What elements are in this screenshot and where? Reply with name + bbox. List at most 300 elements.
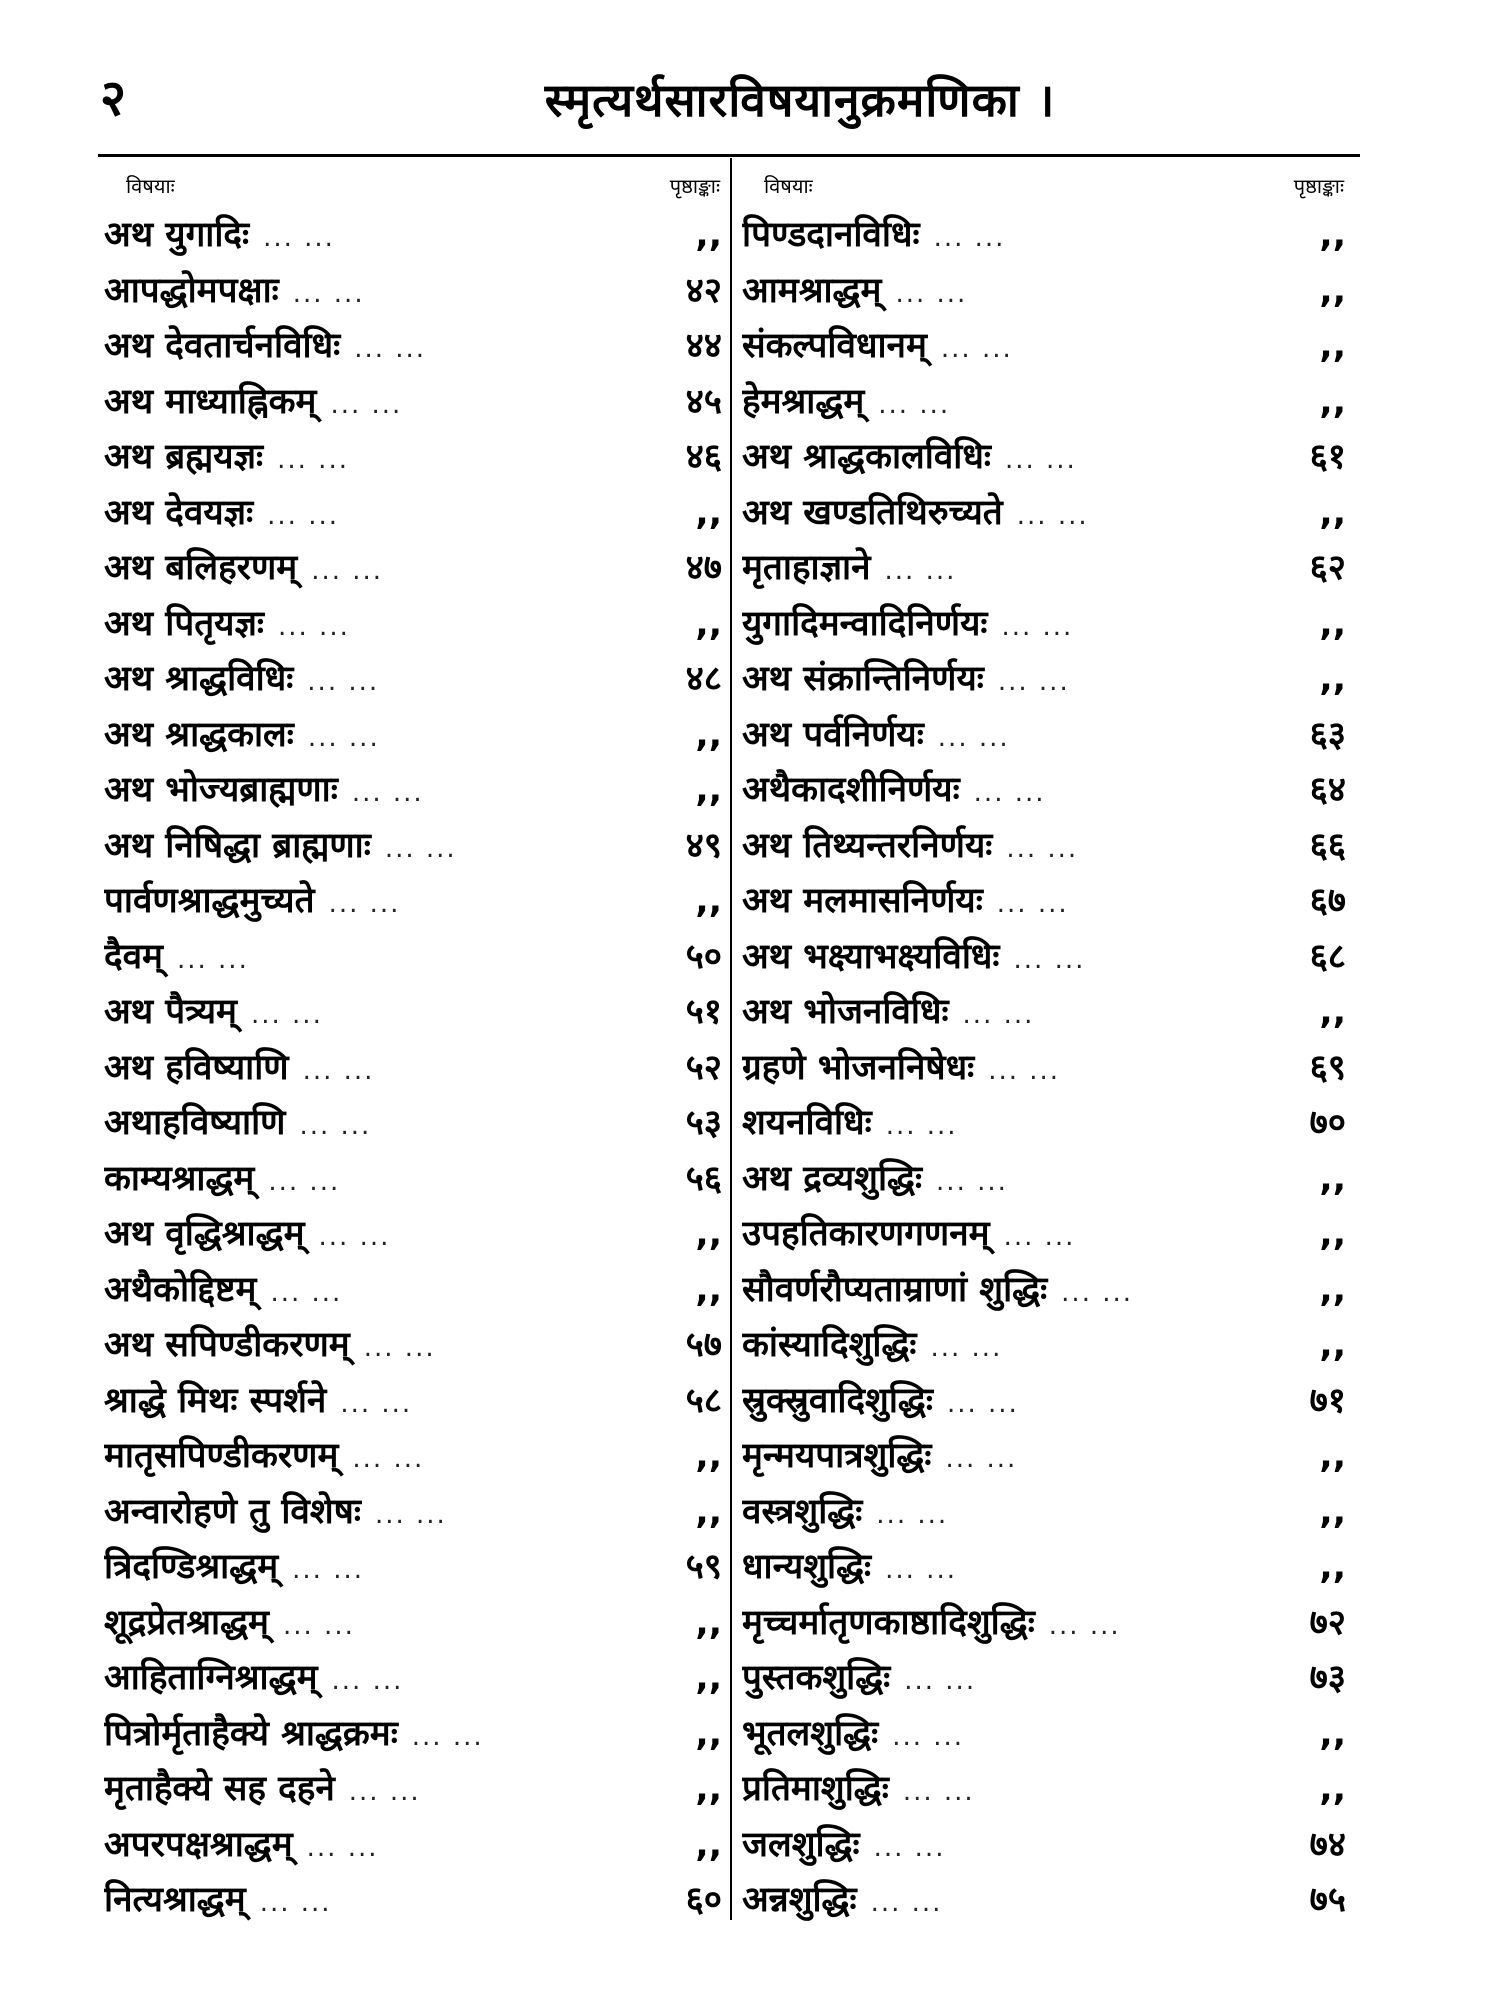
entry-topic	[742, 597, 1276, 656]
leader-dots: ... ...	[306, 1832, 379, 1863]
index-entry	[742, 652, 1348, 708]
index-entry	[104, 1707, 724, 1763]
leader-dots: ... ...	[277, 445, 349, 475]
index-entry	[742, 1152, 1348, 1208]
entry-page-number: ४४	[685, 326, 722, 366]
entry-topic	[104, 1540, 652, 1599]
entry-topic-text: अथ युगादिः	[104, 215, 250, 255]
index-entry	[742, 1596, 1348, 1652]
entry-topic	[104, 541, 652, 600]
entry-page-number: ,,	[1319, 381, 1346, 422]
entry-page-number: ,,	[695, 1824, 722, 1865]
entry-page-number: ,,	[1319, 1325, 1346, 1365]
index-entry	[104, 1762, 724, 1818]
leader-dots: ... ...	[363, 1333, 436, 1363]
entry-page-number: ५७	[685, 1325, 722, 1365]
index-entry	[104, 985, 724, 1041]
leader-dots: ... ...	[351, 778, 424, 808]
index-entry	[742, 1374, 1348, 1430]
entry-topic-text: शयनविधिः	[742, 1103, 872, 1143]
entry-topic-text: अथ श्राद्धकालविधिः	[742, 437, 991, 477]
leader-dots: ... ...	[895, 278, 968, 309]
entry-topic	[742, 1873, 1276, 1932]
index-entry	[742, 319, 1348, 375]
entry-topic	[742, 1263, 1276, 1322]
entry-page-number: ,,	[695, 492, 722, 533]
leader-dots: ... ...	[374, 1499, 447, 1530]
leader-dots: ... ...	[263, 223, 335, 253]
index-entry	[742, 375, 1348, 431]
index-entry	[742, 1096, 1348, 1152]
leader-dots: ... ...	[302, 1055, 375, 1086]
index-entry	[742, 1873, 1348, 1929]
entry-topic-text: अथ भोजनविधिः	[742, 992, 949, 1032]
entry-topic-text: अथ हविष्याणि	[104, 1047, 289, 1088]
entry-topic-text: ग्रहणे भोजननिषेधः	[742, 1047, 975, 1088]
entry-topic	[104, 597, 652, 656]
topic-column-label: विषयाः	[126, 174, 175, 198]
index-entry	[742, 874, 1348, 930]
leader-dots: ... ...	[878, 389, 951, 420]
entry-topic-text: पुस्तकशुद्धिः	[742, 1658, 891, 1698]
entry-topic-text: आपद्धोमपक्षाः	[104, 270, 279, 311]
entry-topic	[742, 1318, 1276, 1377]
entry-topic	[742, 1818, 1276, 1877]
entry-topic-text: अथ पर्वनिर्णयः	[742, 714, 924, 755]
entry-topic	[742, 1707, 1276, 1766]
entry-topic-text: अथ देवतार्चनविधिः	[104, 326, 341, 366]
page-column-label: पृष्ठाङ्काः	[1293, 174, 1344, 198]
index-entry	[742, 985, 1348, 1041]
index-entry	[104, 708, 724, 764]
leader-dots: ... ...	[292, 1555, 364, 1585]
entry-page-number: ,,	[1319, 215, 1346, 255]
entry-page-number: ६४	[1309, 770, 1346, 810]
entry-topic	[104, 1873, 652, 1932]
index-entry	[104, 1485, 724, 1541]
leader-dots: ... ...	[873, 1832, 946, 1863]
right-column-header	[742, 168, 1348, 204]
entry-topic-text: कांस्यादिशुद्धिः	[742, 1325, 917, 1365]
entry-page-number: ४६	[685, 437, 722, 477]
entry-topic	[742, 1651, 1276, 1710]
entry-topic	[742, 541, 1276, 600]
leader-dots: ... ...	[352, 1444, 425, 1474]
entry-topic-text: मृन्मयपात्रशुद्धिः	[742, 1436, 932, 1476]
entry-page-number: ,,	[1319, 1713, 1346, 1754]
header-rule	[98, 154, 1360, 157]
index-entry	[742, 763, 1348, 819]
page-column-label: पृष्ठाङ्काः	[669, 174, 720, 198]
index-entry	[742, 1207, 1348, 1263]
leader-dots: ... ...	[268, 1166, 341, 1197]
entry-topic-text: अथ खण्डतिथिरुच्यते	[742, 492, 1003, 533]
entry-page-number: ६१	[1309, 437, 1346, 477]
leader-dots: ... ...	[936, 1166, 1008, 1197]
index-entry	[104, 375, 724, 431]
entry-page-number: ४२	[685, 270, 722, 311]
entry-topic-text: जलशुद्धिः	[742, 1824, 860, 1865]
entry-topic-text: नित्यश्राद्धम्	[104, 1880, 246, 1920]
entry-topic-text: अथ देवयज्ञः	[104, 492, 254, 533]
entry-topic	[742, 819, 1276, 878]
leader-dots: ... ...	[318, 1222, 391, 1252]
entry-topic-text: श्राद्धे मिथः स्पर्शने	[104, 1380, 327, 1421]
entry-topic-text: हेमश्राद्धम्	[742, 381, 865, 422]
left-column	[104, 168, 724, 1929]
index-entry	[104, 1207, 724, 1263]
left-index-list	[104, 208, 724, 1929]
index-entry	[104, 486, 724, 542]
entry-topic-text: अथैकोद्दिष्टम्	[104, 1269, 257, 1310]
entry-page-number: ,,	[695, 1491, 722, 1532]
index-entry	[104, 652, 724, 708]
leader-dots: ... ...	[340, 1388, 413, 1419]
entry-topic	[742, 708, 1276, 767]
leader-dots: ... ...	[962, 1000, 1035, 1030]
entry-topic	[742, 1207, 1276, 1266]
leader-dots: ... ...	[996, 889, 1069, 919]
index-entry	[104, 597, 724, 653]
leader-dots: ... ...	[307, 667, 380, 697]
entry-topic	[104, 819, 652, 878]
leader-dots: ... ...	[330, 389, 403, 420]
entry-page-number: ,,	[695, 1436, 722, 1476]
entry-topic-text: संकल्पविधानम्	[742, 326, 927, 366]
leader-dots: ... ...	[1006, 833, 1079, 864]
index-entry	[742, 1651, 1348, 1707]
entry-page-number: ,,	[1319, 1158, 1346, 1199]
index-entry	[742, 1762, 1348, 1818]
leader-dots: ... ...	[997, 667, 1070, 697]
leader-dots: ... ...	[933, 223, 1006, 253]
entry-topic	[104, 486, 652, 545]
leader-dots: ... ...	[902, 1777, 975, 1807]
entry-topic-text: अन्नशुद्धिः	[742, 1880, 857, 1920]
entry-page-number: ४९	[685, 825, 722, 866]
leader-dots: ... ...	[904, 1666, 977, 1696]
index-entry	[742, 1429, 1348, 1485]
entry-page-number: ४८	[685, 659, 722, 699]
entry-topic	[742, 1096, 1276, 1155]
entry-page-number: ६९	[1309, 1047, 1346, 1088]
leader-dots: ... ...	[884, 556, 957, 586]
entry-topic	[104, 1207, 652, 1266]
index-entry	[742, 264, 1348, 320]
leader-dots: ... ...	[311, 556, 384, 586]
entry-page-number: ५८	[685, 1380, 722, 1421]
index-entry	[742, 1540, 1348, 1596]
entry-topic	[742, 930, 1276, 989]
index-entry	[104, 763, 724, 819]
entry-topic	[104, 1318, 652, 1377]
leader-dots: ... ...	[945, 1444, 1018, 1474]
running-title: स्मृत्यर्थसारविषयानुक्रमणिका ।	[544, 73, 1056, 127]
entry-topic	[104, 1651, 652, 1710]
entry-topic-text: मातृसपिण्डीकरणम्	[104, 1436, 339, 1476]
leader-dots: ... ...	[1013, 944, 1086, 975]
entry-topic-text: मृच्चर्मातृणकाष्ठादिशुद्धिः	[742, 1602, 1035, 1643]
entry-page-number: ,,	[695, 1769, 722, 1809]
entry-topic-text: अथ पितृयज्ञः	[104, 603, 264, 644]
index-entry	[742, 597, 1348, 653]
entry-topic	[742, 208, 1276, 267]
entry-topic	[742, 1041, 1276, 1100]
entry-page-number: ५१	[685, 992, 722, 1032]
index-entry	[104, 319, 724, 375]
entry-page-number: ७२	[1309, 1602, 1346, 1643]
entry-page-number: ५०	[685, 936, 722, 977]
entry-topic-text: पित्रोर्मृताहैक्ये श्राद्धक्रमः	[104, 1713, 398, 1754]
entry-topic	[104, 208, 652, 267]
entry-topic	[104, 1152, 652, 1211]
leader-dots: ... ...	[331, 1666, 404, 1696]
entry-topic-text: आमश्राद्धम्	[742, 270, 882, 311]
index-entry	[104, 1651, 724, 1707]
entry-page-number: ,,	[1319, 659, 1346, 699]
index-entry	[104, 208, 724, 264]
entry-topic-text: त्रिदण्डिश्राद्धम्	[104, 1547, 279, 1587]
entry-page-number: ७५	[1309, 1880, 1346, 1920]
right-column	[742, 168, 1348, 1929]
leader-dots: ... ...	[1001, 611, 1074, 642]
entry-page-number: ७३	[1309, 1658, 1346, 1698]
leader-dots: ... ...	[328, 889, 401, 919]
leader-dots: ... ...	[892, 1721, 965, 1752]
index-entry	[742, 1263, 1348, 1319]
leader-dots: ... ...	[348, 1777, 421, 1807]
entry-page-number: ,,	[1319, 1436, 1346, 1476]
index-entry	[104, 1540, 724, 1596]
entry-topic	[104, 930, 652, 989]
index-entry	[104, 430, 724, 486]
entry-topic	[742, 264, 1276, 323]
entry-topic	[104, 708, 652, 767]
entry-topic	[104, 1041, 652, 1100]
entry-page-number: ,,	[1319, 270, 1346, 311]
index-entry	[104, 264, 724, 320]
index-entry	[742, 930, 1348, 986]
leader-dots: ... ...	[250, 1000, 323, 1030]
entry-page-number: ६३	[1309, 714, 1346, 755]
entry-page-number: ५२	[685, 1047, 722, 1088]
entry-page-number: ६२	[1309, 548, 1346, 588]
entry-topic	[104, 1485, 652, 1544]
leader-dots: ... ...	[1048, 1610, 1121, 1641]
index-entry	[742, 1707, 1348, 1763]
entry-topic	[742, 1374, 1276, 1433]
entry-page-number: ,,	[695, 881, 722, 921]
entry-topic-text: दैवम्	[104, 936, 163, 977]
leader-dots: ... ...	[930, 1333, 1003, 1363]
entry-topic-text: अथ माध्याह्निकम्	[104, 381, 317, 422]
entry-topic	[104, 1818, 652, 1877]
index-entry	[104, 930, 724, 986]
entry-page-number: ,,	[695, 1269, 722, 1310]
entry-topic-text: उपहतिकारणगणनम्	[742, 1214, 990, 1254]
column-divider	[730, 158, 732, 1920]
entry-topic-text: अथ तिथ्यन्तरनिर्णयः	[742, 825, 993, 866]
leader-dots: ... ...	[973, 778, 1046, 808]
entry-topic	[742, 1485, 1276, 1544]
right-index-list	[742, 208, 1348, 1929]
leader-dots: ... ...	[876, 1499, 949, 1530]
entry-page-number: ५९	[685, 1547, 722, 1587]
entry-topic	[104, 1263, 652, 1322]
entry-topic	[104, 652, 652, 711]
entry-topic	[742, 1152, 1276, 1211]
entry-topic-text: अथ द्रव्यशुद्धिः	[742, 1158, 923, 1199]
entry-page-number: ,,	[1319, 326, 1346, 366]
entry-topic	[742, 375, 1276, 434]
leader-dots: ... ...	[937, 722, 1010, 753]
index-entry	[742, 708, 1348, 764]
leader-dots: ... ...	[1003, 1222, 1076, 1252]
entry-topic-text: प्रतिमाशुद्धिः	[742, 1769, 889, 1809]
page-number: २	[100, 69, 126, 127]
entry-topic	[742, 1762, 1276, 1821]
entry-topic	[742, 430, 1276, 489]
entry-topic-text: अथ वृद्धिश्राद्धम्	[104, 1214, 305, 1254]
index-entry	[742, 430, 1348, 486]
entry-topic-text: अथ संक्रान्तिनिर्णयः	[742, 659, 984, 699]
index-entry	[104, 1263, 724, 1319]
entry-page-number: ,,	[695, 1658, 722, 1698]
entry-topic-text: मृताहैक्ये सह दहने	[104, 1769, 335, 1809]
entry-topic-text: अथ ब्रह्मयज्ञः	[104, 437, 264, 477]
entry-topic	[104, 1374, 652, 1433]
leader-dots: ... ...	[946, 1388, 1019, 1419]
leader-dots: ... ...	[940, 334, 1013, 364]
entry-topic-text: अथाहविष्याणि	[104, 1103, 286, 1143]
entry-topic-text: काम्यश्राद्धम्	[104, 1158, 255, 1199]
entry-page-number: ,,	[1319, 992, 1346, 1032]
index-entry	[742, 208, 1348, 264]
leader-dots: ... ...	[307, 722, 380, 753]
index-entry	[104, 1374, 724, 1430]
leader-dots: ... ...	[1061, 1277, 1134, 1308]
entry-topic-text: अथ श्राद्धविधिः	[104, 659, 294, 699]
index-entry	[104, 541, 724, 597]
entry-topic-text: स्रुक्स्रुवादिशुद्धिः	[742, 1380, 933, 1421]
entry-page-number: ५६	[685, 1158, 722, 1199]
entry-topic-text: शूद्रप्रेतश्राद्धम्	[104, 1602, 269, 1643]
entry-topic-text: अथ भोज्यब्राह्मणाः	[104, 770, 338, 810]
index-entry	[104, 1873, 724, 1929]
entry-page-number: ६६	[1309, 825, 1346, 866]
entry-topic	[104, 763, 652, 822]
leader-dots: ... ...	[411, 1721, 484, 1752]
index-entry	[742, 1485, 1348, 1541]
index-entry	[742, 541, 1348, 597]
entry-topic	[742, 874, 1276, 933]
index-entry	[104, 1429, 724, 1485]
entry-page-number: ७४	[1309, 1824, 1346, 1865]
entry-topic	[742, 319, 1276, 378]
entry-topic-text: धान्यशुद्धिः	[742, 1547, 872, 1587]
entry-page-number: ,,	[695, 1713, 722, 1754]
index-entry	[742, 1041, 1348, 1097]
entry-topic-text: सौवर्णरौप्यताम्राणां शुद्धिः	[742, 1269, 1048, 1310]
entry-topic-text: अथ भक्ष्याभक्ष्यविधिः	[742, 936, 1000, 977]
leader-dots: ... ...	[885, 1555, 957, 1585]
entry-page-number: ,,	[695, 770, 722, 810]
entry-topic	[104, 1762, 652, 1821]
entry-page-number: ,,	[1319, 1769, 1346, 1809]
entry-topic	[104, 375, 652, 434]
topic-column-label: विषयाः	[764, 174, 813, 198]
entry-topic	[104, 985, 652, 1044]
entry-topic-text: आहिताग्निश्राद्धम्	[104, 1658, 318, 1698]
leader-dots: ... ...	[988, 1055, 1061, 1086]
leader-dots: ... ...	[354, 334, 427, 364]
entry-page-number: ७१	[1309, 1380, 1346, 1421]
entry-topic-text: अथ श्राद्धकालः	[104, 714, 294, 755]
entry-topic	[742, 486, 1276, 545]
index-entry	[104, 819, 724, 875]
entry-topic-text: मृताहाज्ञाने	[742, 548, 871, 588]
entry-page-number: ,,	[1319, 1214, 1346, 1254]
leader-dots: ... ...	[1016, 500, 1089, 531]
leader-dots: ... ...	[259, 1888, 332, 1918]
entry-page-number: ,,	[1319, 1491, 1346, 1532]
entry-topic	[742, 1540, 1276, 1599]
index-entry	[742, 819, 1348, 875]
left-column-header	[104, 168, 724, 204]
entry-page-number: ६०	[685, 1880, 722, 1920]
leader-dots: ... ...	[292, 278, 365, 309]
index-entry	[104, 874, 724, 930]
leader-dots: ... ...	[176, 944, 249, 975]
index-entry	[742, 1318, 1348, 1374]
leader-dots: ... ...	[278, 611, 350, 642]
entry-topic	[742, 985, 1276, 1044]
entry-topic	[742, 763, 1276, 822]
entry-topic-text: वस्त्रशुद्धिः	[742, 1491, 863, 1532]
entry-topic	[104, 319, 652, 378]
entry-page-number: ,,	[695, 714, 722, 755]
entry-page-number: ४५	[685, 381, 722, 422]
entry-topic	[742, 652, 1276, 711]
entry-topic-text: अथ सपिण्डीकरणम्	[104, 1325, 350, 1365]
entry-topic	[104, 1596, 652, 1655]
entry-page-number: ,,	[1319, 1547, 1346, 1587]
entry-page-number: ,,	[695, 603, 722, 644]
entry-page-number: ५३	[685, 1103, 722, 1143]
index-entry	[742, 1818, 1348, 1874]
entry-page-number: ६८	[1309, 936, 1346, 977]
entry-topic-text: युगादिमन्वादिनिर्णयः	[742, 603, 988, 644]
entry-topic	[742, 1596, 1276, 1655]
entry-topic-text: अपरपक्षश्राद्धम्	[104, 1824, 293, 1865]
entry-topic-text: अथ पैत्र्यम्	[104, 992, 237, 1032]
entry-page-number: ,,	[695, 1602, 722, 1643]
entry-page-number: ,,	[1319, 492, 1346, 533]
index-entry	[104, 1318, 724, 1374]
entry-page-number: ,,	[1319, 603, 1346, 644]
entry-topic-text: अथ मलमासनिर्णयः	[742, 881, 983, 921]
leader-dots: ... ...	[1004, 445, 1077, 475]
entry-page-number: ,,	[695, 215, 722, 255]
index-entry	[104, 1152, 724, 1208]
index-entry	[104, 1096, 724, 1152]
leader-dots: ... ...	[384, 833, 457, 864]
leader-dots: ... ...	[870, 1888, 943, 1918]
entry-topic-text: अथ निषिद्धा ब्राह्मणाः	[104, 825, 371, 866]
entry-topic-text: अथैकादशीनिर्णयः	[742, 770, 960, 810]
entry-topic	[104, 430, 652, 489]
entry-topic	[104, 1707, 652, 1766]
